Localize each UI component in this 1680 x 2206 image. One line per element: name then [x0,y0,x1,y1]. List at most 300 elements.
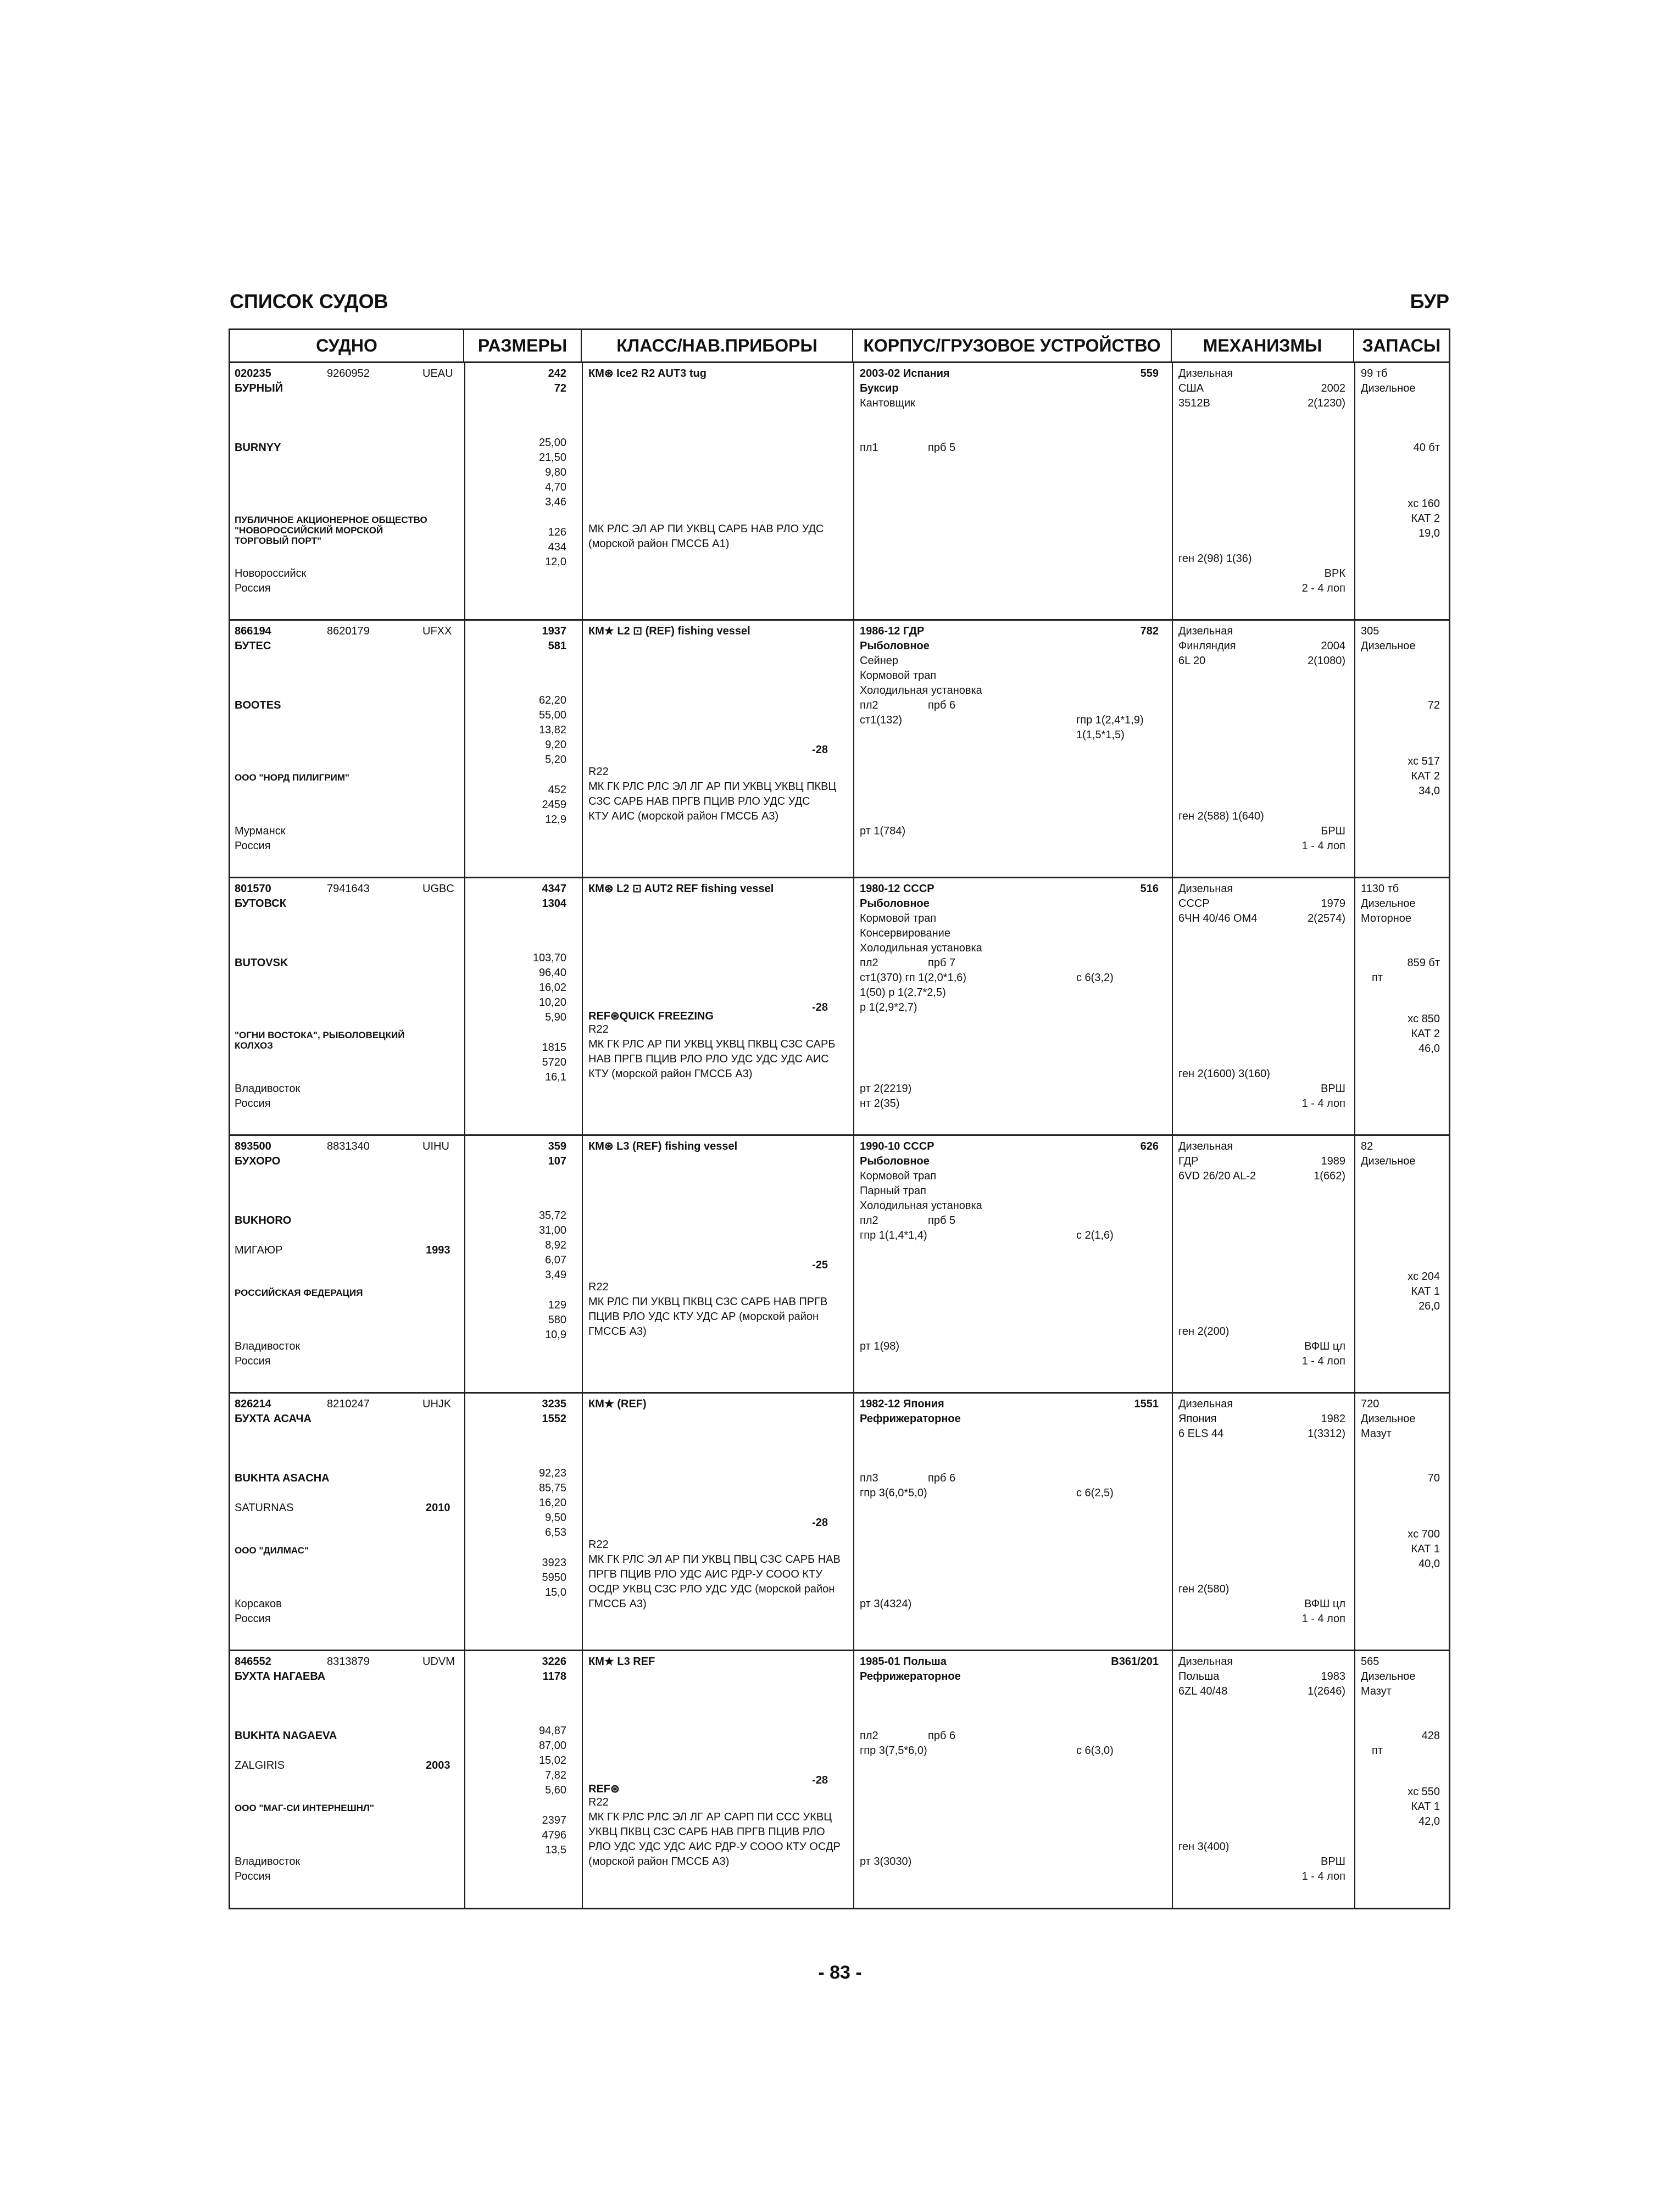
propeller: БРШ [1321,825,1345,837]
hull-feature: Холодильная установка [860,684,982,697]
flag-country: Россия [235,582,271,594]
ballast-capacity: 40 бт [1413,442,1440,454]
bulkheads: прб 5 [928,1215,956,1227]
owner-line: ПУБЛИЧНОЕ АКЦИОНЕРНОЕ ОБЩЕСТВО [235,515,427,525]
fuel-type-secondary: Моторное [1361,912,1412,924]
dimension-value: 35,72 [538,1210,566,1222]
dimension-value: 9,20 [545,739,566,751]
call-sign: UHJK [422,1398,452,1410]
potable-tanks: пт [1372,1745,1383,1757]
dimension-value: 6,07 [545,1254,566,1266]
tanks: рт 2(2219) [860,1083,912,1095]
vessel-entry [230,1136,1449,1394]
propeller: ВФШ цл [1304,1340,1345,1352]
column-header-machinery: МЕХАНИЗМЫ [1172,330,1354,361]
generators: ген 3(400) [1178,1841,1230,1853]
generators: ген 2(98) 1(36) [1178,553,1252,565]
fuel-capacity: 99 тб [1361,367,1388,380]
fuel-type: Дизельное [1361,1670,1416,1683]
build-year-country: 1990-10 СССР [860,1140,934,1152]
tanks: рт 1(98) [860,1340,900,1352]
dimension-value: 12,9 [545,814,566,826]
dimension-value: 580 [548,1314,566,1326]
propeller: ВРШ [1320,1856,1345,1868]
imo-number: 8831340 [327,1140,370,1152]
registry-number: 020235 [235,367,271,380]
vessel-name-latin: BOOTES [235,699,281,711]
dimension-value: 6,53 [545,1527,566,1539]
engine-power: 1(2646) [1308,1685,1345,1697]
vessel-type: Рыболовное [860,898,930,910]
vessel-entry [230,621,1449,878]
vessel-entry [230,1651,1449,1909]
dimension-value: 4,70 [545,481,566,493]
dimension-value: 9,50 [545,1512,566,1524]
former-name: SATURNAS [235,1502,294,1514]
vessel-name-latin: BUKHORO [235,1215,292,1227]
flag-country: Россия [235,1355,271,1367]
dimension-value: 10,20 [538,996,566,1009]
engine-model: 6ZL 40/48 [1178,1685,1228,1697]
decks: пл3 [860,1472,878,1484]
engine-type: Дизельная [1178,625,1233,637]
propeller-blades: 1 - 4 лоп [1301,1870,1345,1882]
engine-country: Финляндия [1178,640,1236,652]
ice-temperature: -28 [812,1517,828,1529]
vessel-name-latin: BUKHTA ASACHA [235,1472,330,1484]
cargo-gear: с 2(1,6) [1076,1229,1114,1241]
cargo-holds: гпр 3(6,0*5,0) [860,1487,927,1499]
table-header [230,330,1449,363]
fuel-type: Дизельное [1361,382,1416,394]
generators: ген 2(1600) 3(160) [1178,1068,1270,1080]
tanks: нт 2(35) [860,1098,900,1110]
nav-equipment-line: КТУ АИС (морской район ГМССБ А3) [588,810,779,822]
fuel-type: Дизельное [1361,640,1416,652]
dimension-value: 12,0 [545,556,566,568]
dimension-value: 96,40 [538,967,566,979]
nav-equipment-line: МК ГК РЛС РЛС ЭЛ ЛГ АР САРП ПИ ССС УКВЦ [588,1811,832,1823]
engine-power: 1(662) [1314,1170,1345,1182]
dimension-value: 85,75 [538,1482,566,1494]
vessel-type: Рефрижераторное [860,1413,961,1425]
hull-feature: Консервирование [860,927,950,939]
dimension-value: 3923 [542,1557,566,1569]
bulkheads: прб 6 [928,1730,956,1742]
gross-tonnage: 4347 [542,883,566,895]
dimension-value: 4796 [542,1829,566,1841]
dimension-value: 55,00 [538,709,566,721]
refrigeration-notation: REF⊛QUICK FREEZING [588,1010,714,1022]
dimension-value: 126 [548,526,566,538]
imo-number: 8620179 [327,625,370,637]
column-header-supplies: ЗАПАСЫ [1362,336,1441,355]
vessel-name: БУРНЫЙ [235,382,283,394]
nav-equipment-line: ПЦИВ РЛО УДС КТУ УДС АР (морской район [588,1311,819,1323]
dimension-value: 87,00 [538,1740,566,1752]
cargo-gear: гпр 1(2,4*1,9) [1076,714,1144,726]
fuel-capacity: 720 [1361,1398,1379,1410]
cargo-gear: с 6(2,5) [1076,1487,1114,1499]
engine-year: 2002 [1321,382,1345,394]
registry-number: 846552 [235,1656,271,1668]
engine-country: Япония [1178,1413,1217,1425]
engine-type: Дизельная [1178,1140,1233,1152]
vessel-name-latin: BURNYY [235,442,281,454]
generators: ген 2(588) 1(640) [1178,810,1264,822]
class-notation: КМ★ (REF) [588,1398,647,1410]
nav-equipment-line: ГМССБ А3) [588,1598,647,1610]
propeller: ВРК [1324,567,1345,580]
flag-country: Россия [235,1870,271,1882]
propeller-blades: 1 - 4 лоп [1301,1098,1345,1110]
home-port: Корсаков [235,1598,282,1610]
hull-feature: Кормовой трап [860,670,937,682]
call-sign: UIHU [422,1140,449,1152]
owner-line: ООО "ДИЛМАС" [235,1545,309,1556]
dimension-value: 434 [548,541,566,553]
propeller-blades: 1 - 4 лоп [1301,1613,1345,1625]
fuel-capacity: 305 [1361,625,1379,637]
r22-notation: R22 [588,1023,609,1035]
hull-feature: Кормовой трап [860,912,937,924]
engine-model: 6ЧН 40/46 ОМ4 [1178,912,1258,924]
decks: пл2 [860,1215,878,1227]
nav-equipment-line: КТУ (морской район ГМССБ А3) [588,1068,753,1080]
hull-feature: Холодильная установка [860,942,982,954]
cargo-holds: ст1(370) гп 1(2,0*1,6) [860,972,967,984]
refrigeration-data: КАТ 1 [1411,1543,1440,1555]
engine-country: США [1178,382,1204,394]
registry-number: 893500 [235,1140,271,1152]
dimension-value: 1815 [542,1041,566,1054]
dimension-value: 9,80 [545,466,566,478]
cargo-holds: р 1(2,9*2,7) [860,1001,917,1013]
vessel-type: Рыболовное [860,1155,930,1167]
registry-number: 866194 [235,625,271,637]
r22-notation: R22 [588,1796,609,1808]
ballast-capacity: 72 [1427,699,1440,711]
call-sign: UFXX [422,625,452,637]
dimension-value: 94,87 [538,1725,566,1737]
vessel-name: БУТЕС [235,640,271,652]
class-notation: КМ★ L3 REF [588,1656,655,1668]
vessel-name-latin: BUKHTA NAGAEVA [235,1730,337,1742]
home-port: Владивосток [235,1083,301,1095]
page-number: - 83 - [818,1962,862,1983]
refrigeration-data: 46,0 [1418,1043,1440,1055]
net-tonnage: 1304 [542,898,566,910]
decks: пл2 [860,699,878,711]
fuel-type: Дизельное [1361,1413,1416,1425]
vessel-type: Буксир [860,382,899,394]
engine-power: 2(1230) [1308,397,1345,409]
ballast-capacity: 859 бт [1407,957,1440,969]
nav-equipment-line: ОСДР УКВЦ СЗС РЛО УДС УДС (морской район [588,1583,835,1595]
nav-equipment-line: МК РЛС ПИ УКВЦ ПКВЦ СЗС САРБ НАВ ПРГВ [588,1296,828,1308]
dimension-value: 8,92 [545,1239,566,1251]
page-section-code: БУР [1410,290,1449,313]
net-tonnage: 1552 [542,1413,566,1425]
refrigeration-data: КАТ 2 [1411,512,1440,525]
gross-tonnage: 1937 [542,625,566,637]
refrigeration-data: КАТ 2 [1411,1028,1440,1040]
engine-year: 1983 [1321,1670,1345,1683]
deadweight: B361/201 [1111,1656,1159,1668]
refrigeration-data: хс 850 [1408,1013,1440,1025]
column-header-vessel: СУДНО [230,330,464,361]
nav-equipment-line: ПРГВ ПЦИВ РЛО УДС АИС РДР-У СООО КТУ [588,1568,823,1580]
refrigeration-data: хс 700 [1408,1528,1440,1540]
engine-country: ГДР [1178,1155,1199,1167]
class-notation: КМ⊛ L3 (REF) fishing vessel [588,1140,738,1152]
refrigeration-data: 26,0 [1418,1300,1440,1312]
cargo-holds: ст1(132) [860,714,902,726]
former-name: ZALGIRIS [235,1759,285,1772]
engine-year: 2004 [1321,640,1345,652]
refrigeration-data: хс 517 [1408,755,1440,767]
refrigeration-data: КАТ 2 [1411,770,1440,782]
refrigeration-data: 42,0 [1418,1815,1440,1828]
hull-feature: Холодильная установка [860,1200,982,1212]
ice-temperature: -28 [812,1001,828,1013]
engine-model: 3512B [1178,397,1210,409]
refrigeration-data: хс 550 [1408,1786,1440,1798]
dimension-value: 452 [548,784,566,796]
engine-year: 1989 [1321,1155,1345,1167]
page-title: СПИСОК СУДОВ [230,290,388,313]
dimension-value: 5950 [542,1572,566,1584]
decks: пл2 [860,1730,878,1742]
deadweight: 559 [1140,367,1159,380]
home-port: Новороссийск [235,567,307,580]
owner-line: "ОГНИ ВОСТОКА", РЫБОЛОВЕЦКИЙ [235,1030,405,1040]
refrigeration-data: КАТ 1 [1411,1285,1440,1297]
engine-type: Дизельная [1178,883,1233,895]
vessel-name: БУТОВСК [235,898,286,910]
home-port: Владивосток [235,1340,301,1352]
propeller-blades: 2 - 4 лоп [1301,582,1345,594]
owner-line: "НОВОРОССИЙСКИЙ МОРСКОЙ [235,525,383,536]
call-sign: UEAU [422,367,453,380]
vessel-type: Рефрижераторное [860,1670,961,1683]
build-year-country: 2003-02 Испания [860,367,950,380]
column-header-hull-cargo: КОРПУС/ГРУЗОВОЕ УСТРОЙСТВО [853,330,1172,361]
propeller: ВФШ цл [1304,1598,1345,1610]
dimension-value: 16,20 [538,1497,566,1509]
ice-temperature: -28 [812,1774,828,1786]
dimension-value: 31,00 [538,1224,566,1236]
refrigeration-data: 34,0 [1418,785,1440,797]
r22-notation: R22 [588,1539,609,1551]
refrigeration-notation: REF⊛ [588,1783,620,1795]
home-port: Владивосток [235,1856,301,1868]
dimension-value: 92,23 [538,1467,566,1479]
cargo-holds: гпр 1(1,4*1,4) [860,1229,927,1241]
nav-equipment-line: УКВЦ ПКВЦ СЗС САРБ НАВ ПРГВ ПЦИВ РЛО [588,1826,825,1838]
refrigeration-data: 19,0 [1418,527,1440,539]
imo-number: 9260952 [327,367,370,380]
potable-tanks: пт [1372,972,1383,984]
cargo-holds: гпр 3(7,5*6,0) [860,1745,927,1757]
decks: пл2 [860,957,878,969]
flag-country: Россия [235,840,271,852]
class-notation: КМ★ L2 ⊡ (REF) fishing vessel [588,625,750,637]
net-tonnage: 1178 [542,1670,566,1683]
dimension-value: 5,60 [545,1784,566,1796]
dimension-value: 62,20 [538,694,566,706]
propeller-blades: 1 - 4 лоп [1301,840,1345,852]
build-year-country: 1982-12 Япония [860,1398,944,1410]
hull-feature: Кормовой трап [860,1170,937,1182]
build-year-country: 1985-01 Польша [860,1656,947,1668]
cargo-gear: с 6(3,2) [1076,972,1114,984]
imo-number: 8210247 [327,1398,370,1410]
cargo-gear: 1(1,5*1,5) [1076,729,1125,741]
ice-temperature: -28 [812,744,828,756]
ballast-capacity: 70 [1427,1472,1440,1484]
engine-model: 6L 20 [1178,655,1206,667]
decks: пл1 [860,442,878,454]
dimension-value: 2459 [542,799,566,811]
home-port: Мурманск [235,825,286,837]
propeller-blades: 1 - 4 лоп [1301,1355,1345,1367]
class-notation: КМ⊛ L2 ⊡ AUT2 REF fishing vessel [588,883,774,895]
dimension-value: 15,0 [545,1586,566,1598]
engine-year: 1982 [1321,1413,1345,1425]
dimension-value: 2397 [542,1814,566,1826]
engine-power: 1(3312) [1308,1428,1345,1440]
engine-type: Дизельная [1178,1656,1233,1668]
vessel-entry [230,878,1449,1136]
gross-tonnage: 3235 [542,1398,566,1410]
engine-year: 1979 [1321,898,1345,910]
deadweight: 626 [1140,1140,1159,1152]
nav-equipment-line: (морской район ГМССБ А1) [588,538,730,550]
former-name-year: 2010 [426,1502,450,1514]
cargo-holds: 1(50) р 1(2,7*2,5) [860,987,946,999]
engine-type: Дизельная [1178,367,1233,380]
dimension-value: 3,46 [545,496,566,508]
cargo-gear: с 6(3,0) [1076,1745,1114,1757]
vessel-name-latin: BUTOVSK [235,957,288,969]
owner-line: КОЛХОЗ [235,1040,273,1051]
nav-equipment-line: (морской район ГМССБ А3) [588,1856,730,1868]
ship-list-table [229,328,1450,1909]
dimension-value: 5,90 [545,1011,566,1023]
ice-temperature: -25 [812,1259,828,1271]
nav-equipment-line: РЛО УДС УДС УДС АИС РДР-У СООО КТУ ОСДР [588,1841,841,1853]
nav-equipment-line: МК ГК РЛС АР ПИ УКВЦ УКВЦ ПКВЦ СЗС САРБ [588,1038,836,1050]
owner-line: ООО "НОРД ПИЛИГРИМ" [235,772,350,783]
call-sign: UDVM [422,1656,455,1668]
class-notation: КМ⊛ Ice2 R2 AUT3 tug [588,367,707,380]
vessel-entry [230,1394,1449,1651]
dimension-value: 13,82 [538,724,566,736]
bulkheads: прб 6 [928,699,956,711]
r22-notation: R22 [588,1281,609,1293]
build-year-country: 1980-12 СССР [860,883,934,895]
nav-equipment-line: МК ГК РЛС ЭЛ АР ПИ УКВЦ ПВЦ СЗС САРБ НАВ [588,1553,841,1566]
fuel-capacity: 565 [1361,1656,1379,1668]
dimension-value: 103,70 [532,952,566,964]
column-header-dimensions: РАЗМЕРЫ [464,330,582,361]
former-name: МИГАЮР [235,1244,283,1256]
vessel-name: БУХОРО [235,1155,281,1167]
fuel-capacity: 82 [1361,1140,1373,1152]
net-tonnage: 107 [548,1155,566,1167]
dimension-value: 5720 [542,1056,566,1068]
nav-equipment-line: НАВ ПРГВ ПЦИВ РЛО РЛО УДС УДС УДС АИС [588,1053,829,1065]
engine-type: Дизельная [1178,1398,1233,1410]
build-year-country: 1986-12 ГДР [860,625,925,637]
engine-model: 6 ELS 44 [1178,1428,1224,1440]
owner-line: ТОРГОВЫЙ ПОРТ" [235,536,322,546]
vessel-name: БУХТА НАГАЕВА [235,1670,326,1683]
bulkheads: прб 7 [928,957,956,969]
nav-equipment-line: МК РЛС ЭЛ АР ПИ УКВЦ САРБ НАВ РЛО УДС [588,523,824,535]
registry-number: 826214 [235,1398,271,1410]
owner-line: РОССИЙСКАЯ ФЕДЕРАЦИЯ [235,1288,363,1298]
dimension-value: 7,82 [545,1769,566,1781]
dimension-value: 5,20 [545,754,566,766]
nav-equipment-line: ГМССБ А3) [588,1325,647,1338]
gross-tonnage: 242 [548,367,566,380]
refrigeration-data: хс 160 [1408,498,1440,510]
engine-power: 2(1080) [1308,655,1345,667]
engine-model: 6VD 26/20 AL-2 [1178,1170,1256,1182]
tanks: рт 1(784) [860,825,906,837]
dimension-value: 16,1 [545,1071,566,1083]
generators: ген 2(200) [1178,1325,1230,1338]
fuel-type: Дизельное [1361,898,1416,910]
flag-country: Россия [235,1098,271,1110]
fuel-type-secondary: Мазут [1361,1685,1392,1697]
fuel-type: Дизельное [1361,1155,1416,1167]
dimension-value: 25,00 [538,437,566,449]
ballast-capacity: 428 [1421,1730,1440,1742]
nav-equipment-line: СЗС САРБ НАВ ПРГВ ПЦИВ РЛО УДС УДС [588,795,810,807]
nav-equipment-line: МК ГК РЛС РЛС ЭЛ ЛГ АР ПИ УКВЦ УКВЦ ПКВЦ [588,781,837,793]
gross-tonnage: 3226 [542,1656,566,1668]
flag-country: Россия [235,1613,271,1625]
fuel-type-secondary: Мазут [1361,1428,1392,1440]
imo-number: 8313879 [327,1656,370,1668]
engine-country: Польша [1178,1670,1220,1683]
deadweight: 1551 [1134,1398,1159,1410]
refrigeration-data: 40,0 [1418,1558,1440,1570]
column-header-class-nav: КЛАСС/НАВ.ПРИБОРЫ [582,330,853,361]
dimension-value: 15,02 [538,1754,566,1767]
vessel-type: Рыболовное [860,640,930,652]
dimension-value: 13,5 [545,1844,566,1856]
registry-number: 801570 [235,883,271,895]
dimension-value: 16,02 [538,982,566,994]
r22-notation: R22 [588,766,609,778]
vessel-entry [230,363,1449,621]
net-tonnage: 581 [548,640,566,652]
imo-number: 7941643 [327,883,370,895]
refrigeration-data: хс 204 [1408,1271,1440,1283]
net-tonnage: 72 [554,382,566,394]
call-sign: UGBC [422,883,454,895]
bulkheads: прб 6 [928,1472,956,1484]
hull-feature: Кантовщик [860,397,915,409]
owner-line: ООО "МАГ-СИ ИНТЕРНЕШНЛ" [235,1803,374,1813]
dimension-value: 129 [548,1299,566,1311]
gross-tonnage: 359 [548,1140,566,1152]
tanks: рт 3(3030) [860,1856,912,1868]
